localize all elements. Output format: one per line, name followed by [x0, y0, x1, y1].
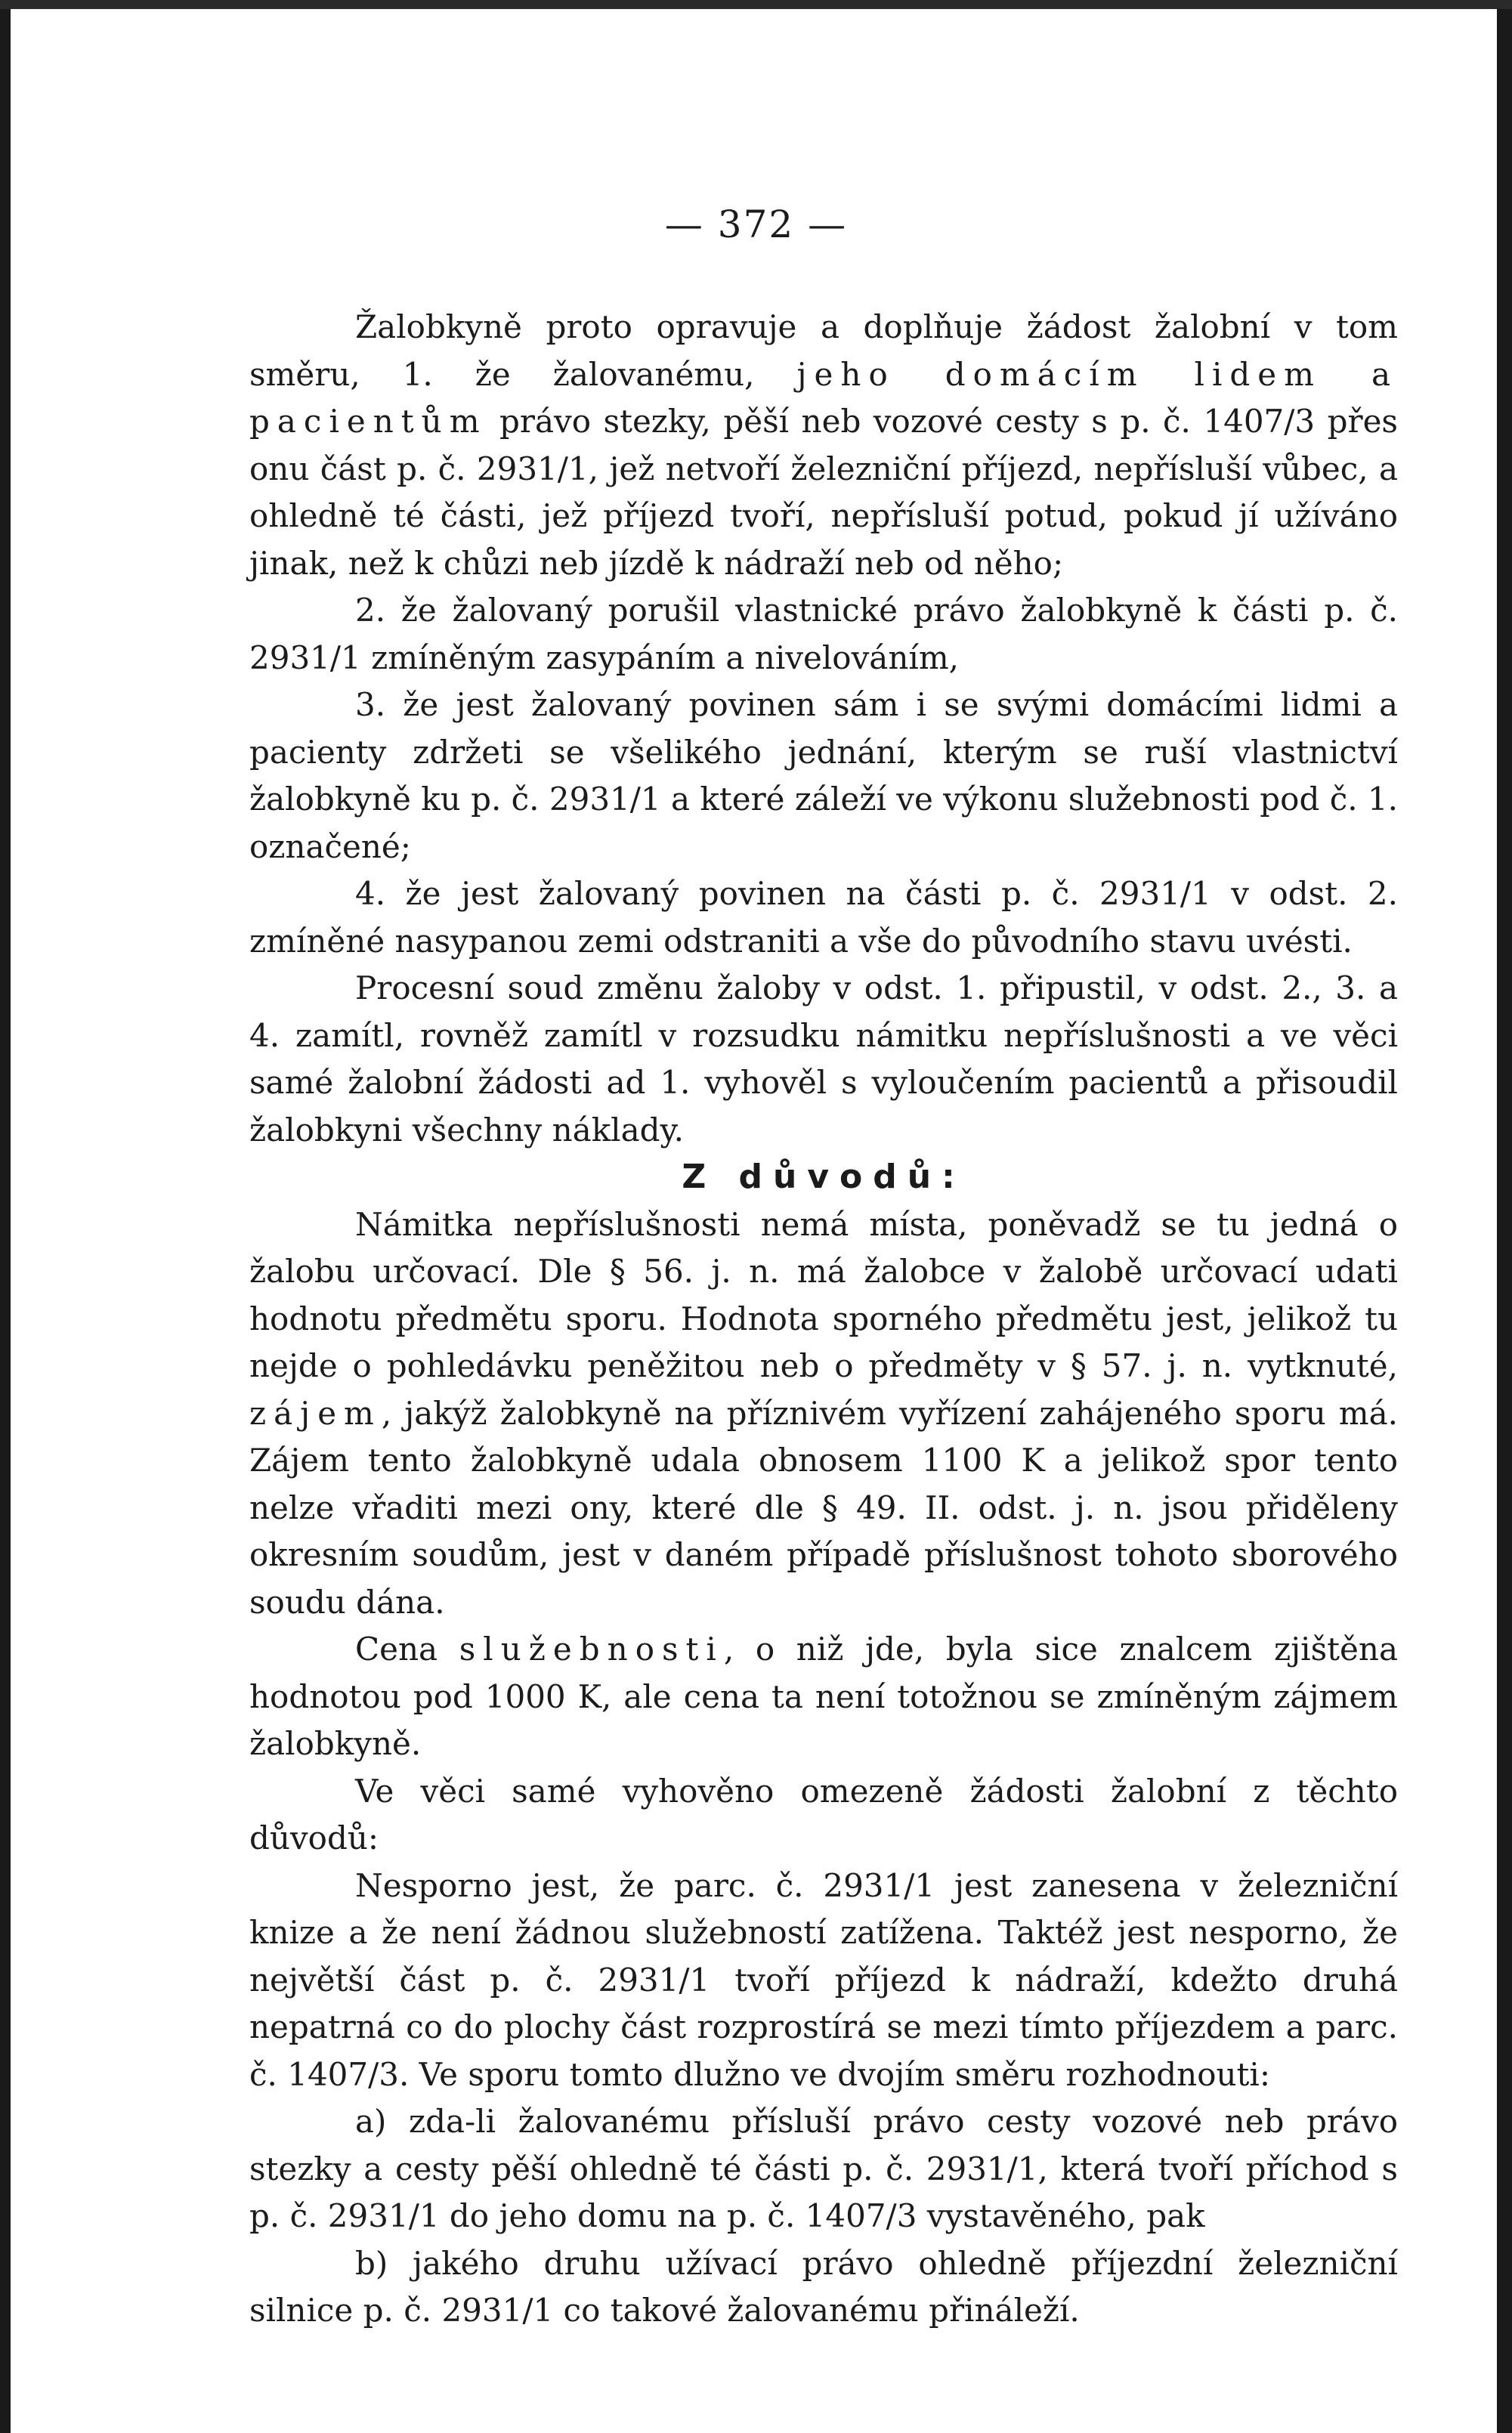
paragraph-merits: Ve věci samé vyhověno omezeně žádosti žalobní z těchto důvodů:	[249, 1772, 1398, 1856]
paragraph-undisputed: Nesporno jest, že parc. č. 2931/1 jest zanesena v železniční knize a že není žádnou služebností zatížena. Taktéž jest nesporno, že největší část p. č. 2931/1 tvoří příjezd k nádraží, kdežto druhá nepatrná co do plochy část rozprostírá se mezi tímto příjezdem a parc. č. 1407/3. Ve sporu tomto dlužno ve dvojím směru rozhodnouti:	[249, 1866, 1398, 2093]
paragraph-jurisdiction	[249, 1201, 1398, 1627]
paragraph-point-4: 4. že jest žalovaný povinen na části p. č. 2931/1 v odst. 2. zmíněné nasypanou zemi odstraniti a vše do původního stavu uvésti.	[249, 875, 1398, 960]
paragraph-amendment-end: právo stezky, pěší neb vozové cesty s p. č. 1407/3 přes onu část p. č. 2931/1, jež netvoří železniční příjezd, nepřísluší vůbec, a ohledně té části, jež příjezd tvoří, nepřísluší potud, pokud jí užíváno jinak, než k chůzi neb jízdě k nádraží neb od něho;	[249, 403, 1398, 582]
scan-edge-left	[0, 0, 11, 2433]
body-text	[249, 304, 1398, 2335]
scan-edge-right	[1497, 0, 1512, 2433]
paragraph-easement-end: , o niž jde, byla sice znalcem zjištěna hodnotou pod 1000 K, ale cena ta není totožnou se zmíněným zájmem žalobkyně.	[249, 1631, 1398, 1762]
paragraph-amendment	[249, 304, 1398, 587]
spaced-emphasis: zájem	[249, 1394, 382, 1432]
spaced-emphasis: jeho domácím lidem a pacientům	[249, 355, 1398, 440]
paragraph-easement-value	[249, 1626, 1398, 1768]
scan-edge-top	[0, 0, 1512, 9]
spaced-emphasis: služebnosti	[459, 1631, 724, 1668]
paragraph-question-b: b) jakého druhu užívací právo ohledně příjezdní železniční silnice p. č. 2931/1 co takové žalovanému přináleží.	[249, 2244, 1398, 2329]
paragraph-point-3: 3. že jest žalovaný povinen sám i se svými domácími lidmi a pacienty zdržeti se všelikého jednání, kterým se ruší vlastnictví žalobkyně ku p. č. 2931/1 a které záleží ve výkonu služebnosti pod č. 1. označené;	[249, 686, 1398, 865]
paragraph-jurisdiction-start: Námitka nepříslušnosti nemá místa, poněvadž se tu jedná o žalobu určovací. Dle § 56. j. n. má žalobce v žalobě určovací udati hodnotu předmětu sporu. Hodnota sporného předmětu jest, jelikož tu nejde o pohledávku peněžitou neb o předměty v § 57. j. n. vytknuté,	[249, 1205, 1398, 1384]
paragraph-question-a: a) zda-li žalovanému přísluší právo cesty vozové neb právo stezky a cesty pěší ohledně té části p. č. 2931/1, která tvoří příchod s p. č. 2931/1 do jeho domu na p. č. 1407/3 vystavěného, pak	[249, 2103, 1398, 2234]
paragraph-easement-start: Cena	[355, 1631, 459, 1668]
paragraph-point-2: 2. že žalovaný porušil vlastnické právo žalobkyně k části p. č. 2931/1 zmíněným zasypáním a nivelováním,	[249, 592, 1398, 676]
paragraph-amendment-start: Žalobkyně proto opravuje a doplňuje žádost žalobní v tom směru, 1. že žalovanému,	[249, 308, 1398, 393]
page-number: — 372 —	[664, 202, 848, 246]
paragraph-court-decision: Procesní soud změnu žaloby v odst. 1. připustil, v odst. 2., 3. a 4. zamítl, rovněž zamítl v rozsudku námitku nepříslušnosti a ve věci samé žalobní žádosti ad 1. vyhověl s vyloučením pacientů a přisoudil žalobkyni všechny náklady.	[249, 969, 1398, 1148]
section-heading: Z důvodů:	[682, 1158, 966, 1196]
paragraph-jurisdiction-end: , jakýž žalobkyně na příznivém vyřízení zahájeného sporu má. Zájem tento žalobkyně udala obnosem 1100 K a jelikož spor tento nelze vřaditi mezi ony, které dle § 49. II. odst. j. n. jsou přiděleny okresním soudům, jest v daném případě příslušnost tohoto sborového soudu dána.	[249, 1394, 1398, 1621]
